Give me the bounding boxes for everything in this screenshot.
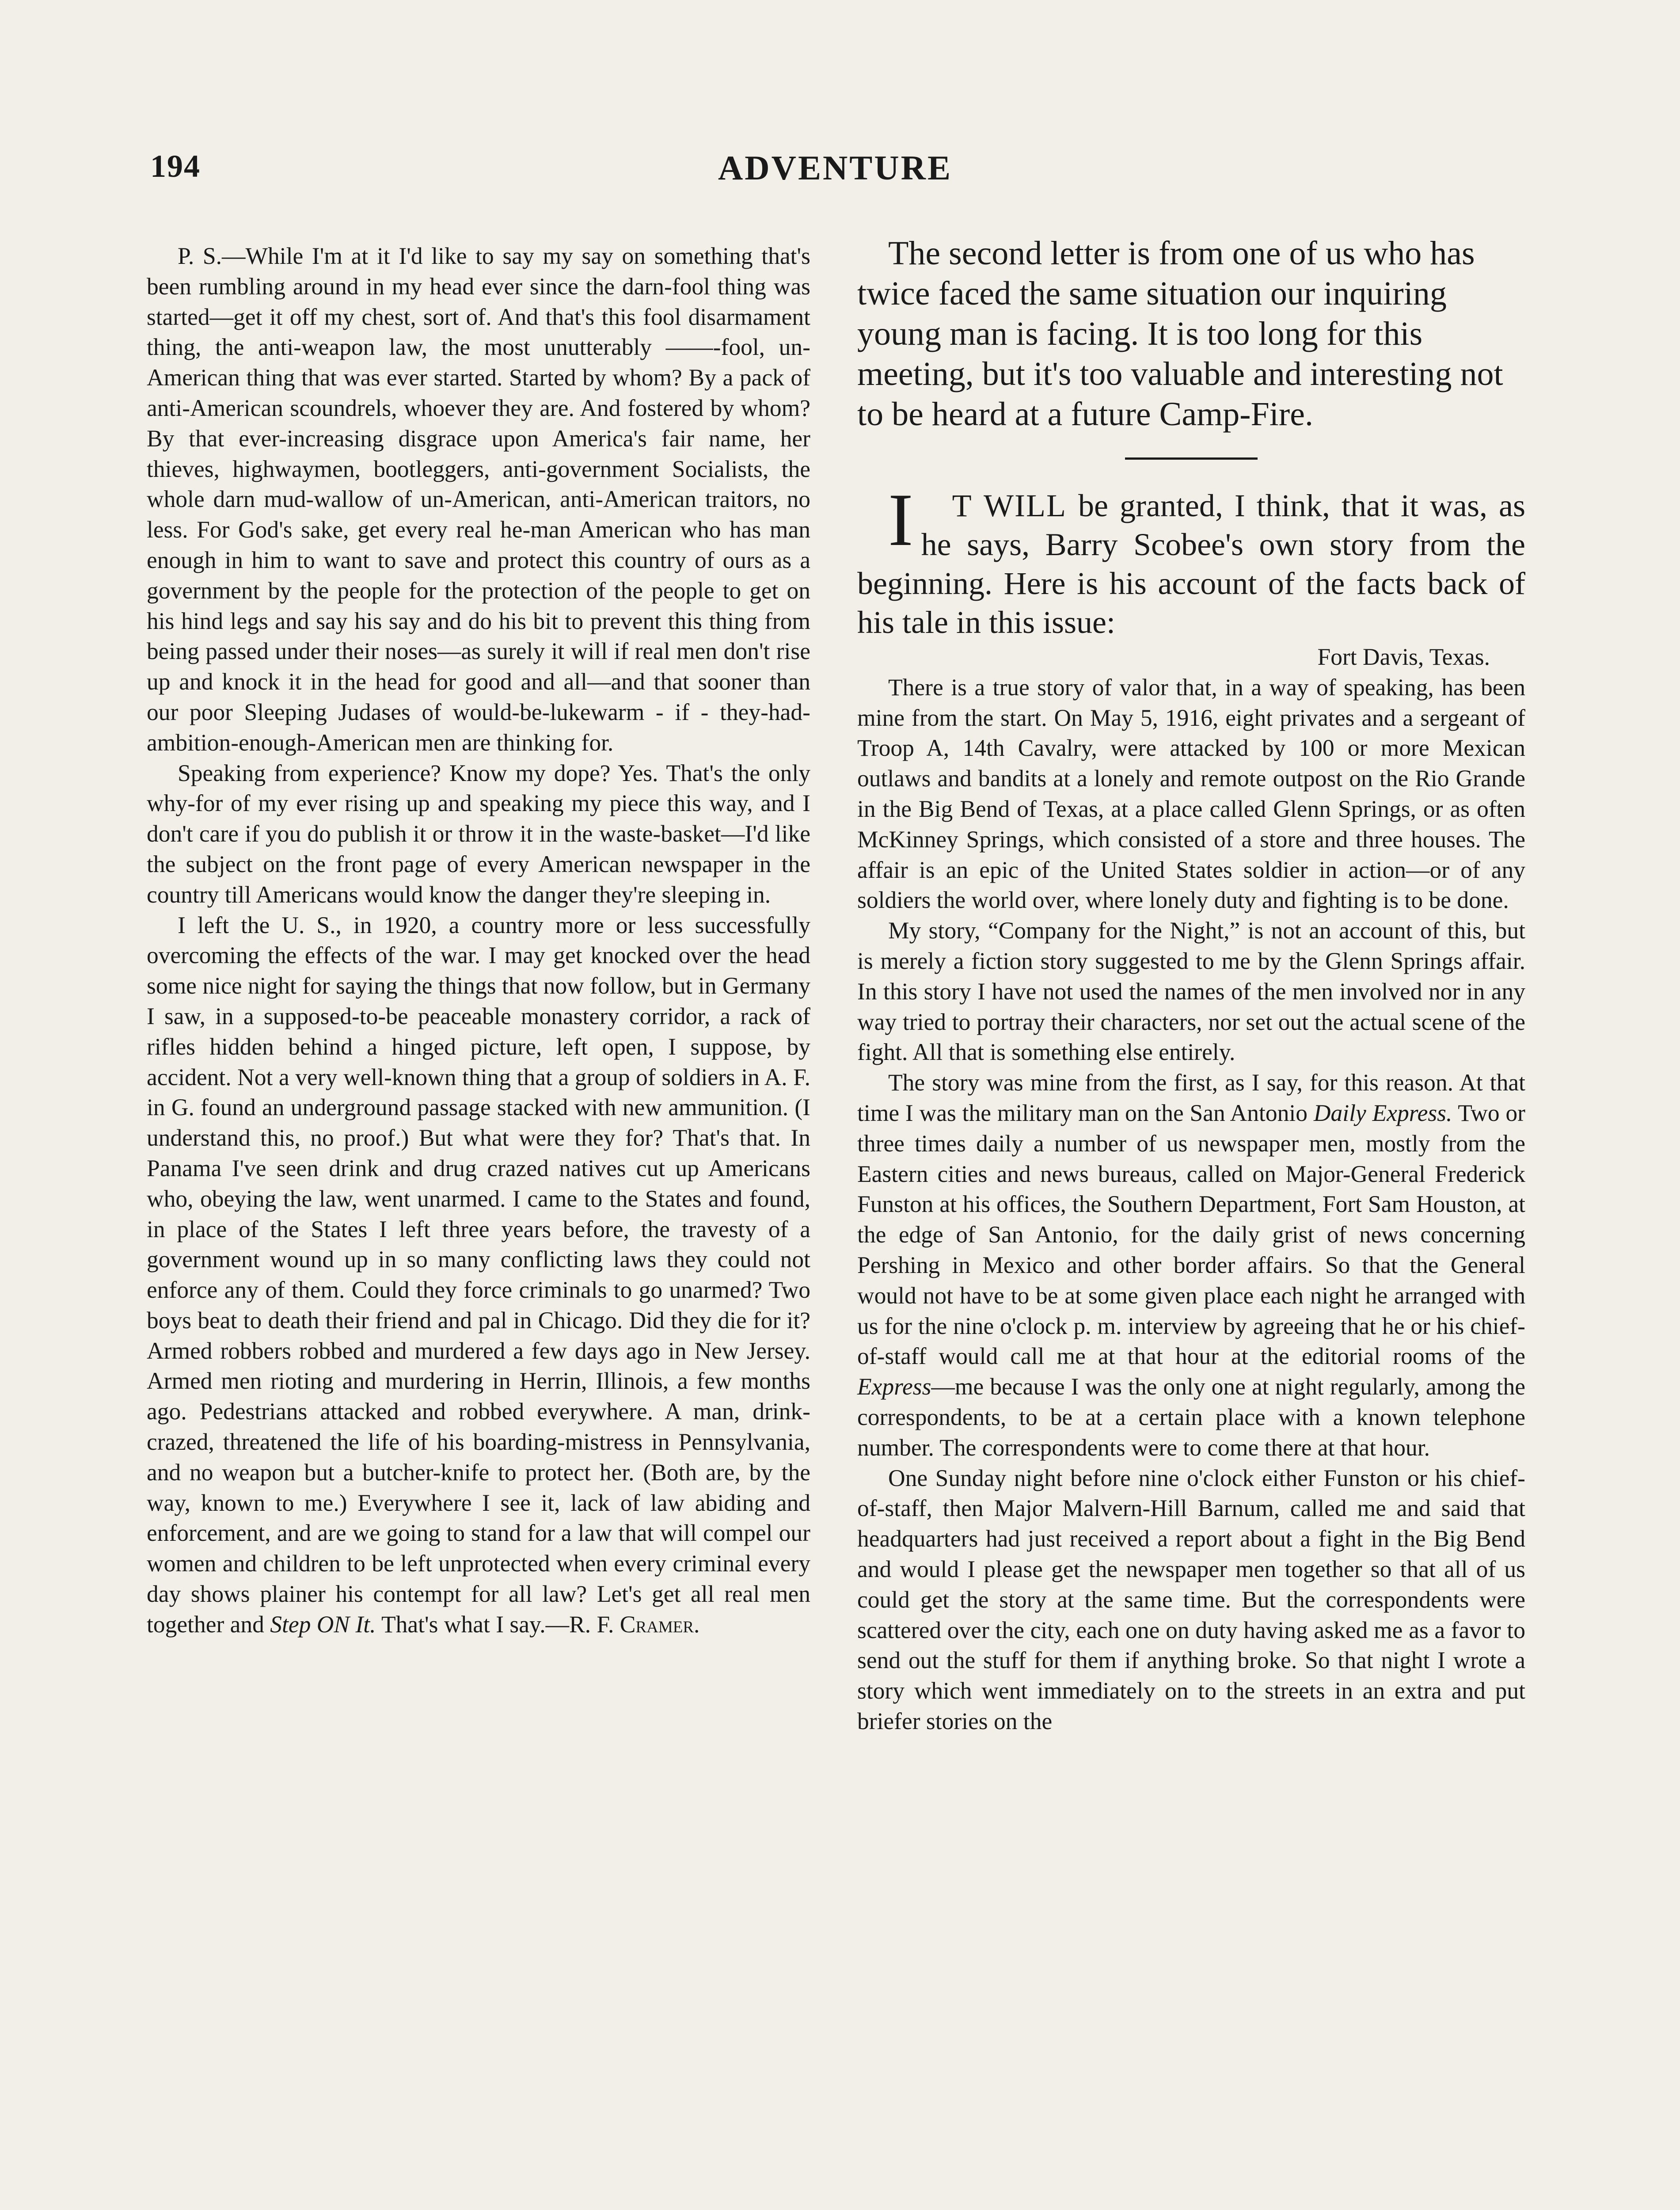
letter-paragraph: P. S.—While I'm at it I'd like to say my say on something that's been rumbling around in my head ever since the darn-fool thing was started—get it off my chest, sort of. And that's this fool disarmament thing, the anti-weapon law, the most unutterably ——-fool, un-American thing that was ever started. Started by whom? By a pack of anti-American scoundrels, whoever they are. And fostered by whom? By that ever-increasing disgrace upon America's fair name, her thieves, highwaymen, bootleggers, anti-government Socialists, the whole darn mud-wallow of un-American, anti-American traitors, no less. For God's sake, get every real he-man American who has man enough in him to want to save and protect this country of ours as a government by the people for the protection of the people to get on his hind legs and say his say and do his bit to prevent this thing from being passed under their noses—as surely it will if real men don't rise up and knock it in the head for good and all—and that sooner than our poor Sleeping Judases of would-be-lukewarm - if - they-had-ambition-enough-American men are thinking for. [147,243,810,756]
letter-paragraph [857,1067,1525,1463]
letter-paragraph: My story, “Company for the Night,” is not an account of this, but is merely a fiction story suggested to me by the Glenn Springs affair. In this story I have not used the names of the men involved nor in any way tried to portray their characters, nor set out the actual scene of the fight. All that is something else entirely. [857,917,1525,1066]
letter-paragraph-text: I left the U. S., in 1920, a country more or less successfully overcoming the effects of the war. I may get knocked over the head some nice night for saying the things that now follow, but in Germany I saw, in a supposed-to-be peaceable monastery corridor, a rack of rifles hidden behind a hinged picture, left open, I suppose, by accident. Not a very well-known thing that a group of soldiers in A. F. in G. found an underground passage stacked with new ammunition. (I understand this, no proof.) But what were they for? That's that. In Panama I've seen drink and drug crazed natives cut up Americans who, obeying the law, went unarmed. I came to the States and found, in place of the States I left three years before, the travesty of a government wound up in so many conflicting laws they could not enforce any of them. Could they force criminals to go unarmed? Two boys beat to death their friend and pal in Chicago. Did they die for it? Armed robbers robbed and murdered a few days ago in New Jersey. Armed men rioting and murdering in Herrin, Illinois, a few months ago. Pedestrians attacked and robbed everywhere. A man, drink-crazed, threatened the life of his boarding-mistress in Pennsylvania, and no weapon but a butcher-knife to protect her. (Both are, by the way, known to me.) Everywhere I see it, lack of law abiding and enforcement, and are we going to stand for a law that will compel our women and children to be left unprotected when every criminal every day shows plainer his contempt for all law? Let's get all real men together and [147,911,810,1638]
page-number: 194 [150,149,201,184]
lead-caps: T WILL [952,488,1067,523]
paragraph-text: The story was mine from the first, as I say, for this reason. At that time I was the military man on the San Antonio [857,1069,1525,1126]
paragraph-text: Two or three times daily a number of us newspaper men, mostly from the Eastern cities and news bureaus, called on Major-General Frederick Funston at his offices, the Southern Department, Fort Sam Houston, at the edge of San Antonio, for the daily grist of news concerning Pershing in Mexico and other border affairs. So that the General would not have to be at some given place each night he arranged with us for the nine o'clock p. m. interview by agreeing that he or his chief-of-staff would call me at that hour at the editorial rooms of the [857,1099,1525,1370]
dateline: Fort Davis, Texas. [1317,644,1490,670]
section-divider [1125,457,1258,460]
signature: R. F. Cramer. [569,1611,700,1638]
lead-paragraph [857,478,1525,642]
left-column [147,241,810,1640]
page-header [150,148,1520,197]
closing-text: That's what I say.— [381,1611,570,1638]
newspaper-name: Express [857,1373,931,1400]
editor-intro: The second letter is from one of us who has twice faced the same situation our inquiring young man is facing. It is too long for this meeting, but it's too valuable and interesting not to be heard at a future Camp-Fire. [857,235,1503,433]
right-column [857,233,1525,1737]
lead-text: be granted, I think, that it was, as he says, Barry Scobee's own story from the beginning. Here is his account of the facts back of his tale in this issue: [857,488,1525,640]
letter-paragraph: There is a true story of valor that, in a way of speaking, has been mine from the start. On May 5, 1916, eight privates and a sergeant of Troop A, 14th Cavalry, were attacked by 100 or more Mexican outlaws and bandits at a lonely and remote outpost on the Rio Grande in the Big Bend of Texas, at a place called Glenn Springs, or as often McKinney Springs, which consisted of a store and three houses. The affair is an epic of the United States soldier in action—or of any soldiers the world over, where lonely duty and fighting is to be done. [857,674,1525,914]
letter-paragraph: Speaking from experience? Know my dope? Yes. That's the only why-for of my ever rising up and speaking my piece this way, and I don't care if you do publish it or throw it in the waste-basket—I'd like the subject on the front page of every American newspaper in the country till Americans would know the danger they're sleeping in. [147,759,810,908]
drop-cap: I [888,478,913,561]
letter-paragraph [147,910,810,1640]
paragraph-text: —me because I was the only one at night regularly, among the correspondents, to be at a certain place with a known telephone number. The correspondents were to come there at that hour. [857,1373,1525,1461]
newspaper-name: Daily Express. [1313,1099,1452,1126]
letter-paragraph: One Sunday night before nine o'clock either Funston or his chief-of-staff, then Major Malvern-Hill Barnum, called me and said that headquarters had just received a report about a fight in the Big Bend and would I please get the newspaper men together so that all of us could get the story at the same time. But the correspondents were scattered over the city, each one on duty having asked me as a favor to send out the stuff for them if anything broke. So that night I wrote a story which went immediately on to the streets in an extra and put briefer stories on the [857,1464,1525,1734]
italic-phrase: Step ON It. [270,1611,376,1638]
running-title: ADVENTURE [718,149,953,187]
